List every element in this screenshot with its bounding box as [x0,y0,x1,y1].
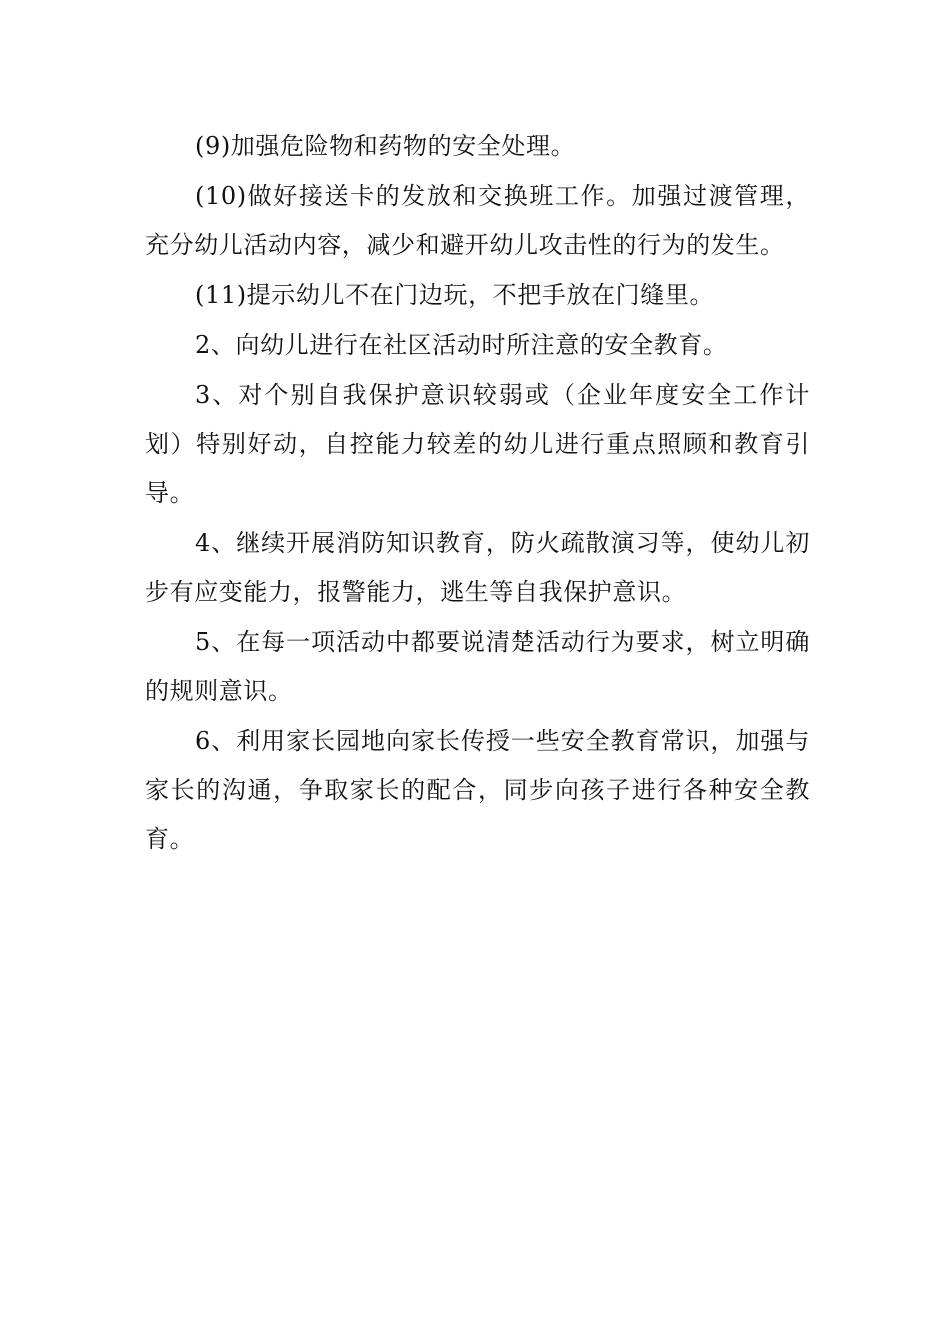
paragraph-item-10: (10)做好接送卡的发放和交换班工作。加强过渡管理，充分幼儿活动内容，减少和避开幼儿攻击性的行为的发生。 [145,182,810,259]
document-body [145,122,810,865]
paragraph-section-2: 2、向幼儿进行在社区活动时所注意的安全教育。 [195,331,728,359]
paragraph-item-11: (11)提示幼儿不在门边玩，不把手放在门缝里。 [195,281,715,309]
paragraph-section-3: 3、对个别自我保护意识较弱或（企业年度安全工作计划）特别好动，自控能力较差的幼儿进行重点照顾和教育引导。 [145,381,810,507]
paragraph-section-6: 6、利用家长园地向家长传授一些安全教育常识，加强与家长的沟通，争取家长的配合，同步向孩子进行各种安全教育。 [145,727,810,853]
paragraph-section-5: 5、在每一项活动中都要说清楚活动行为要求，树立明确的规则意识。 [145,628,810,705]
paragraph-item-9: (9)加强危险物和药物的安全处理。 [195,132,576,160]
paragraph-section-4: 4、继续开展消防知识教育，防火疏散演习等，使幼儿初步有应变能力，报警能力，逃生等自我保护意识。 [145,529,810,606]
